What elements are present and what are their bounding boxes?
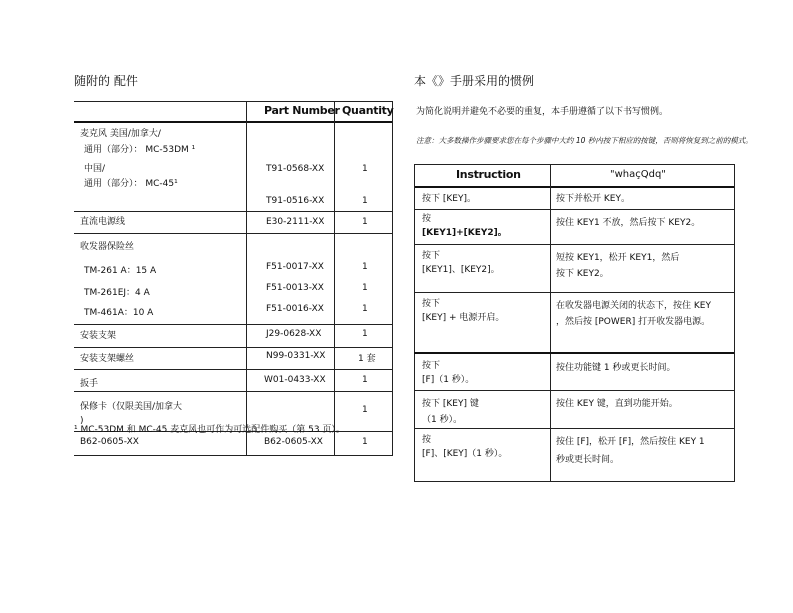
- footnote: ¹ MC-53DM 和 MC-45 麦克风也可作为可选配件购买（第 53 页）。: [74, 425, 345, 435]
- item-name: 扳手: [80, 379, 99, 389]
- row-divider: [74, 369, 392, 370]
- instruction-text: （1 秒）。: [422, 415, 463, 425]
- item-name: 直流电源线: [80, 217, 126, 227]
- quantity: 1: [362, 217, 368, 227]
- instruction-text: [F]（1 秒）。: [422, 375, 475, 385]
- conventions-note: 注意：大多数操作步骤要求您在每个步骤中大约 10 秒内按下相应的按键，否则将恢复到之前的模式。: [416, 136, 753, 145]
- row-divider: [414, 292, 734, 293]
- item-name: TM-461A：10 A: [84, 308, 154, 318]
- row-divider: [414, 209, 734, 210]
- action-text: 短按 KEY1，松开 KEY1，然后: [556, 253, 680, 263]
- item-name: B62-0605-XX: [80, 437, 139, 447]
- quantity: 1: [362, 329, 368, 339]
- item-name: 保修卡（仅限美国/加拿大: [80, 402, 183, 412]
- part-number: F51-0017-XX: [266, 262, 324, 272]
- quantity: 1: [362, 375, 368, 385]
- conventions-intro: 为简化说明并避免不必要的重复，本手册遵循了以下书写惯例。: [416, 107, 669, 117]
- table-header-rule: [74, 121, 392, 123]
- action-text: 秒或更长时间。: [556, 455, 620, 465]
- header-part-number: Part Number: [264, 104, 340, 117]
- part-number: F51-0013-XX: [266, 283, 324, 293]
- row-divider: [74, 211, 392, 212]
- quantity: 1: [362, 304, 368, 314]
- item-name: TM-261 A：15 A: [84, 266, 157, 276]
- row-divider: [414, 244, 734, 245]
- row-divider: [414, 352, 734, 354]
- row-divider: [74, 324, 392, 325]
- instruction-text: 按下: [422, 251, 441, 261]
- quantity: 1: [362, 283, 368, 293]
- part-number: F51-0016-XX: [266, 304, 324, 314]
- item-name: 安装支架螺丝: [80, 354, 135, 364]
- quantity: 1: [362, 405, 368, 415]
- action-text: ，然后按 [POWER] 打开收发器电源。: [556, 317, 711, 327]
- table-border: [414, 164, 734, 165]
- part-number: E30-2111-XX: [266, 217, 325, 227]
- header-what-to-do: "whaçQdq": [610, 169, 666, 180]
- instruction-text: 按: [422, 214, 432, 224]
- part-number: T91-0568-XX: [266, 164, 325, 174]
- quantity: 1 套: [358, 354, 376, 364]
- item-name: 麦克风 美国/加拿大/: [80, 129, 161, 139]
- part-number: T91-0516-XX: [266, 196, 325, 206]
- part-number: J29-0628-XX: [266, 329, 322, 339]
- column-divider: [734, 164, 735, 482]
- row-divider: [74, 391, 392, 392]
- item-name: 通用（部分）： MC-53DM ¹: [84, 145, 196, 155]
- item-name: 中国/: [84, 164, 106, 174]
- row-divider: [74, 233, 392, 234]
- action-text: 按住 KEY1 不放，然后按下 KEY2。: [556, 218, 701, 228]
- instruction-text: [KEY] + 电源开启。: [422, 313, 505, 323]
- instruction-text: 按下: [422, 299, 441, 309]
- instruction-text: [KEY1]+[KEY2]。: [422, 228, 507, 238]
- quantity: 1: [362, 164, 368, 174]
- conventions-table: [414, 164, 734, 482]
- instruction-text: 按下: [422, 361, 441, 371]
- item-name: 安装支架: [80, 331, 117, 341]
- action-text: 按住功能键 1 秒或更长时间。: [556, 363, 676, 373]
- part-number: B62-0605-XX: [264, 437, 323, 447]
- instruction-text: 按: [422, 435, 432, 445]
- table-border: [414, 481, 734, 482]
- action-text: 按下 KEY2。: [556, 269, 609, 279]
- column-divider: [246, 101, 247, 456]
- accessories-title: 随附的 配件: [74, 74, 138, 88]
- instruction-text: [KEY1]、[KEY2]。: [422, 265, 500, 275]
- table-header-rule: [414, 186, 734, 188]
- column-divider: [392, 101, 393, 456]
- column-divider: [334, 101, 335, 456]
- instruction-text: [F]、[KEY]（1 秒）。: [422, 449, 508, 459]
- quantity: 1: [362, 262, 368, 272]
- column-divider: [414, 164, 415, 482]
- instruction-text: 按下 [KEY] 键: [422, 399, 479, 409]
- part-number: N99-0331-XX: [266, 351, 326, 361]
- accessories-table: [74, 101, 392, 456]
- item-name: ): [80, 416, 84, 426]
- item-name: 收发器保险丝: [80, 242, 135, 252]
- conventions-title: 本《》手册采用的惯例: [414, 74, 535, 88]
- row-divider: [74, 347, 392, 348]
- action-text: 按住 KEY 键，直到功能开始。: [556, 399, 678, 409]
- action-text: 按下并松开 KEY。: [556, 194, 630, 204]
- part-number: W01-0433-XX: [264, 375, 326, 385]
- action-text: 在收发器电源关闭的状态下，按住 KEY: [556, 301, 711, 311]
- row-divider: [414, 428, 734, 429]
- header-instruction: Instruction: [456, 168, 521, 181]
- item-name: 通用（部分）： MC-45¹: [84, 179, 178, 189]
- action-text: 按住 [F]，松开 [F]，然后按住 KEY 1: [556, 437, 705, 447]
- column-divider: [550, 164, 551, 482]
- row-divider: [414, 390, 734, 391]
- instruction-text: 按下 [KEY]。: [422, 194, 476, 204]
- table-border: [74, 455, 392, 456]
- header-quantity: Quantity: [342, 104, 394, 117]
- item-name: TM-261EJ：4 A: [84, 288, 150, 298]
- table-border: [74, 101, 392, 102]
- quantity: 1: [362, 196, 368, 206]
- quantity: 1: [362, 437, 368, 447]
